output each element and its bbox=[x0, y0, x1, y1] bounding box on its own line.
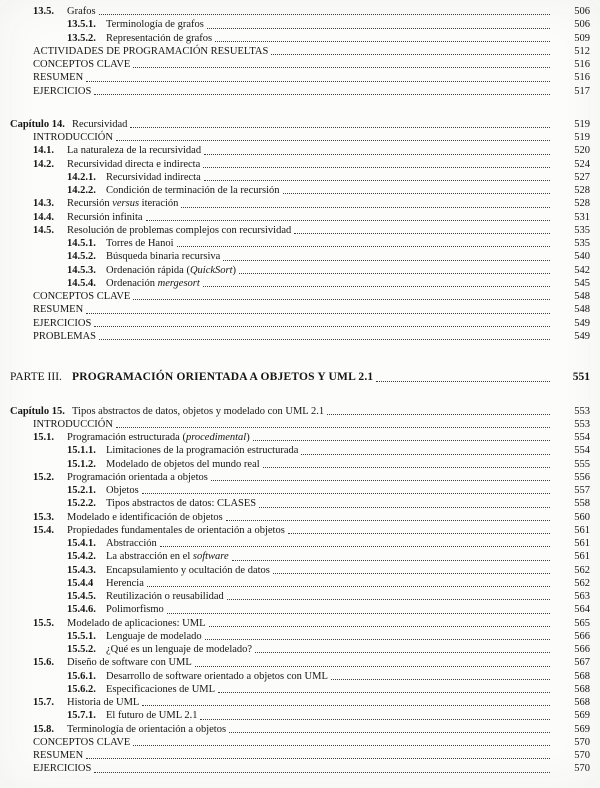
toc-entry-page: 569 bbox=[574, 723, 590, 735]
toc-entry-number: 15.1.1. bbox=[67, 445, 96, 457]
toc-entry-page: 557 bbox=[574, 485, 590, 496]
toc-entry-label: ¿Qué es un lenguaje de modelado? bbox=[106, 644, 253, 655]
toc-row bbox=[10, 590, 590, 603]
dotted-leader bbox=[146, 220, 550, 221]
toc-entry-number: Capítulo 15. bbox=[10, 405, 65, 417]
dotted-leader bbox=[203, 167, 550, 168]
toc-entry-page: 519 bbox=[574, 132, 590, 143]
toc-entry-label: Programación orientada a objetos bbox=[67, 471, 208, 483]
toc-entry-number: 15.5.2. bbox=[67, 644, 96, 655]
toc-row bbox=[10, 431, 590, 444]
toc-entry-page: 535 bbox=[574, 224, 590, 236]
toc-entry-number: 15.6.2. bbox=[67, 683, 96, 695]
toc-row bbox=[10, 32, 590, 45]
dotted-leader bbox=[218, 692, 550, 693]
toc-entry-number: 14.3. bbox=[33, 198, 54, 210]
dotted-leader bbox=[376, 381, 550, 382]
toc-entry-page: 516 bbox=[574, 59, 590, 70]
toc-entry-page: 517 bbox=[574, 85, 590, 97]
toc-entry-label: EJERCICIOS bbox=[33, 85, 92, 97]
toc-entry-page: 545 bbox=[574, 277, 590, 289]
toc-row bbox=[10, 524, 590, 537]
toc-entry-number: 15.4.5. bbox=[67, 591, 96, 602]
toc-entry-label: Modelado de aplicaciones: UML bbox=[67, 617, 206, 629]
toc-entry-number: PARTE III. bbox=[10, 371, 62, 383]
toc-entry-page: 549 bbox=[574, 317, 590, 329]
dotted-leader bbox=[283, 193, 551, 194]
toc-entry-page: 535 bbox=[574, 238, 590, 249]
dotted-leader bbox=[209, 626, 551, 627]
toc-row bbox=[10, 630, 590, 643]
toc-entry-page: 556 bbox=[574, 471, 590, 483]
dotted-leader bbox=[181, 207, 550, 208]
toc-entry-page: 561 bbox=[574, 551, 590, 563]
toc-row bbox=[10, 762, 590, 775]
toc-row bbox=[10, 749, 590, 762]
toc-entry-label: Ordenación rápida (QuickSort) bbox=[106, 264, 237, 276]
toc-row bbox=[10, 264, 590, 277]
dotted-leader bbox=[207, 28, 550, 29]
toc-entry-page: 569 bbox=[574, 710, 590, 722]
toc-entry-page: 551 bbox=[572, 371, 590, 383]
dotted-leader bbox=[94, 326, 550, 327]
dotted-leader bbox=[263, 467, 550, 468]
toc-entry-number: 15.7.1. bbox=[67, 710, 96, 722]
toc-entry-number: 14.4. bbox=[33, 211, 54, 223]
toc-entry-number: 15.2.2. bbox=[67, 498, 96, 510]
dotted-leader bbox=[142, 493, 550, 494]
toc-entry-label: Diseño de software con UML bbox=[67, 657, 192, 669]
toc-row bbox=[10, 444, 590, 457]
toc-entry-page: 561 bbox=[574, 538, 590, 549]
dotted-leader bbox=[255, 652, 550, 653]
toc-entry-number: 15.3. bbox=[33, 511, 54, 523]
toc-entry-page: 531 bbox=[574, 211, 590, 223]
toc-row bbox=[10, 370, 590, 385]
dotted-leader bbox=[94, 772, 550, 773]
toc-entry-label: Ordenación mergesort bbox=[106, 277, 200, 289]
dotted-leader bbox=[301, 454, 550, 455]
dotted-leader bbox=[259, 507, 550, 508]
toc-entry-number: 13.5.2. bbox=[67, 32, 96, 44]
dotted-leader bbox=[200, 719, 550, 720]
toc-entry-page: 506 bbox=[574, 6, 590, 17]
toc-entry-page: 567 bbox=[574, 657, 590, 669]
dotted-leader bbox=[288, 533, 550, 534]
dotted-leader bbox=[99, 14, 550, 15]
toc-row bbox=[10, 709, 590, 722]
toc-entry-page: 570 bbox=[574, 750, 590, 761]
toc-row bbox=[10, 564, 590, 577]
toc-entry-label: Propiedades fundamentales de orientación a objetos bbox=[67, 524, 285, 536]
toc-entry-label: PROGRAMACIÓN ORIENTADA A OBJETOS Y UML 2.1 bbox=[72, 371, 374, 383]
toc-entry-label: Recursividad indirecta bbox=[106, 171, 201, 183]
toc-list bbox=[10, 5, 590, 776]
dotted-leader bbox=[204, 154, 550, 155]
toc-entry-number: 13.5. bbox=[33, 6, 54, 17]
toc-entry-label: INTRODUCCIÓN bbox=[33, 418, 113, 430]
toc-entry-label: Búsqueda binaria recursiva bbox=[106, 251, 221, 263]
toc-entry-label: Torres de Hanoi bbox=[106, 238, 174, 249]
toc-row bbox=[10, 405, 590, 418]
toc-entry-page: 509 bbox=[574, 32, 590, 44]
toc-row bbox=[10, 471, 590, 484]
dotted-leader bbox=[133, 67, 550, 68]
toc-entry-label: Limitaciones de la programación estructurada bbox=[106, 445, 299, 457]
toc-entry-page: 527 bbox=[574, 171, 590, 183]
toc-entry-page: 506 bbox=[574, 19, 590, 31]
toc-entry-label: La abstracción en el software bbox=[106, 551, 229, 563]
toc-entry-page: 562 bbox=[574, 564, 590, 576]
toc-row bbox=[10, 211, 590, 224]
dotted-leader bbox=[271, 54, 550, 55]
dotted-leader bbox=[294, 233, 550, 234]
dotted-leader bbox=[142, 705, 550, 706]
toc-row bbox=[10, 118, 590, 131]
toc-entry-page: 568 bbox=[574, 670, 590, 682]
toc-row bbox=[10, 5, 590, 18]
toc-row bbox=[10, 683, 590, 696]
toc-entry-page: 563 bbox=[574, 591, 590, 602]
toc-entry-page: 554 bbox=[574, 432, 590, 443]
toc-entry-page: 524 bbox=[574, 158, 590, 170]
toc-entry-label: Abstracción bbox=[106, 538, 157, 549]
toc-entry-label: Recursión versus iteración bbox=[67, 198, 179, 210]
dotted-leader bbox=[203, 286, 550, 287]
toc-entry-number: 15.1. bbox=[33, 432, 54, 443]
toc-row bbox=[10, 723, 590, 736]
toc-entry-label: El futuro de UML 2.1 bbox=[106, 710, 198, 722]
toc-row bbox=[10, 277, 590, 290]
toc-entry-number: 15.4.1. bbox=[67, 538, 96, 549]
toc-row bbox=[10, 18, 590, 31]
toc-entry-label: Recursividad bbox=[72, 118, 128, 130]
toc-entry-number: 15.1.2. bbox=[67, 458, 96, 470]
toc-row bbox=[10, 317, 590, 330]
toc-entry-page: 553 bbox=[574, 405, 590, 417]
toc-entry-page: 566 bbox=[574, 644, 590, 655]
toc-row bbox=[10, 696, 590, 709]
toc-entry-label: Recursividad directa e indirecta bbox=[67, 158, 201, 170]
toc-row bbox=[10, 736, 590, 749]
toc-row bbox=[10, 484, 590, 497]
dotted-leader bbox=[99, 339, 550, 340]
toc-entry-label: Tipos abstractos de datos: CLASES bbox=[106, 498, 257, 510]
toc-entry-label: EJERCICIOS bbox=[33, 317, 92, 329]
dotted-leader bbox=[273, 573, 550, 574]
dotted-leader bbox=[211, 480, 550, 481]
dotted-leader bbox=[227, 599, 550, 600]
toc-entry-page: 568 bbox=[574, 683, 590, 695]
toc-entry-label: Representación de grafos bbox=[106, 32, 213, 44]
toc-entry-page: 528 bbox=[574, 198, 590, 210]
dotted-leader bbox=[86, 81, 550, 82]
toc-row bbox=[10, 497, 590, 510]
toc-entry-number: 15.2.1. bbox=[67, 485, 96, 496]
toc-row bbox=[10, 603, 590, 616]
dotted-leader bbox=[133, 299, 550, 300]
toc-entry-number: 14.5.3. bbox=[67, 264, 96, 276]
toc-entry-page: 560 bbox=[574, 511, 590, 523]
toc-entry-label: Desarrollo de software orientado a objetos con UML bbox=[106, 670, 328, 682]
toc-row bbox=[10, 303, 590, 316]
dotted-leader bbox=[116, 427, 550, 428]
dotted-leader bbox=[229, 732, 550, 733]
toc-entry-label: ACTIVIDADES DE PROGRAMACIÓN RESUELTAS bbox=[33, 45, 269, 57]
toc-row bbox=[10, 550, 590, 563]
dotted-leader bbox=[215, 41, 550, 42]
dotted-leader bbox=[116, 140, 550, 141]
toc-row bbox=[10, 670, 590, 683]
toc-entry-page: 549 bbox=[574, 330, 590, 342]
toc-entry-page: 554 bbox=[574, 445, 590, 457]
toc-entry-page: 564 bbox=[574, 604, 590, 616]
toc-entry-page: 516 bbox=[574, 72, 590, 84]
toc-entry-number: 14.5.4. bbox=[67, 277, 96, 289]
toc-row bbox=[10, 250, 590, 263]
toc-row bbox=[10, 577, 590, 590]
toc-entry-number: 15.7. bbox=[33, 697, 54, 708]
toc-entry-number: 14.2.2. bbox=[67, 185, 96, 196]
toc-row bbox=[10, 330, 590, 343]
dotted-leader bbox=[86, 758, 550, 759]
dotted-leader bbox=[86, 313, 550, 314]
toc-entry-number: 15.4.3. bbox=[67, 564, 96, 576]
toc-entry-number: Capítulo 14. bbox=[10, 118, 65, 130]
toc-entry-number: 13.5.1. bbox=[67, 19, 96, 31]
toc-row bbox=[10, 131, 590, 144]
dotted-leader bbox=[177, 246, 551, 247]
toc-entry-page: 512 bbox=[574, 45, 590, 57]
toc-entry-label: CONCEPTOS CLAVE bbox=[33, 59, 131, 70]
toc-entry-label: RESUMEN bbox=[33, 750, 84, 761]
toc-entry-label: Modelado e identificación de objetos bbox=[67, 511, 223, 523]
toc-entry-page: 570 bbox=[574, 763, 590, 775]
toc-row bbox=[10, 537, 590, 550]
toc-entry-number: 14.2.1. bbox=[67, 171, 96, 183]
toc-entry-page: 540 bbox=[574, 251, 590, 263]
toc-entry-label: Objetos bbox=[106, 485, 139, 496]
toc-row bbox=[10, 85, 590, 98]
toc-entry-label: Reutilización o reusabilidad bbox=[106, 591, 224, 602]
toc-row bbox=[10, 290, 590, 303]
toc-entry-label: Lenguaje de modelado bbox=[106, 630, 202, 642]
toc-entry-page: 568 bbox=[574, 697, 590, 708]
dotted-leader bbox=[232, 560, 550, 561]
toc-entry-label: Resolución de problemas complejos con recursividad bbox=[67, 224, 292, 236]
toc-entry-number: 14.2. bbox=[33, 158, 54, 170]
toc-entry-page: 558 bbox=[574, 498, 590, 510]
toc-entry-number: 15.5. bbox=[33, 617, 54, 629]
toc-row bbox=[10, 184, 590, 197]
toc-row bbox=[10, 617, 590, 630]
toc-entry-number: 14.5.1. bbox=[67, 238, 96, 249]
toc-row bbox=[10, 158, 590, 171]
toc-entry-page: 528 bbox=[574, 185, 590, 196]
toc-entry-page: 562 bbox=[574, 577, 590, 589]
toc-entry-number: 15.4.4 bbox=[67, 577, 94, 589]
toc-entry-label: Recursión infinita bbox=[67, 211, 143, 223]
toc-entry-label: Especificaciones de UML bbox=[106, 683, 216, 695]
toc-entry-label: PROBLEMAS bbox=[33, 330, 97, 342]
toc-entry-label: INTRODUCCIÓN bbox=[33, 132, 113, 143]
toc-entry-label: CONCEPTOS CLAVE bbox=[33, 291, 131, 302]
toc-entry-label: Encapsulamiento y ocultación de datos bbox=[106, 564, 270, 576]
dotted-leader bbox=[239, 273, 550, 274]
toc-entry-page: 566 bbox=[574, 630, 590, 642]
toc-entry-label: Programación estructurada (procedimental) bbox=[67, 432, 250, 443]
toc-entry-page: 519 bbox=[574, 118, 590, 130]
toc-entry-number: 15.6. bbox=[33, 657, 54, 669]
toc-entry-label: EJERCICIOS bbox=[33, 763, 92, 775]
toc-entry-page: 570 bbox=[574, 736, 590, 748]
toc-row bbox=[10, 58, 590, 71]
toc-entry-label: Herencia bbox=[106, 577, 144, 589]
toc-row bbox=[10, 237, 590, 250]
toc-entry-page: 561 bbox=[574, 524, 590, 536]
toc-row bbox=[10, 45, 590, 58]
toc-entry-label: Historia de UML bbox=[67, 697, 140, 708]
toc-entry-page: 555 bbox=[574, 458, 590, 470]
toc-row bbox=[10, 171, 590, 184]
dotted-leader bbox=[147, 586, 550, 587]
dotted-leader bbox=[327, 414, 550, 415]
toc-row bbox=[10, 144, 590, 157]
toc-row bbox=[10, 224, 590, 237]
toc-entry-page: 520 bbox=[574, 145, 590, 157]
toc-entry-page: 548 bbox=[574, 304, 590, 316]
dotted-leader bbox=[205, 639, 550, 640]
toc-entry-label: Grafos bbox=[67, 6, 96, 17]
toc-entry-page: 542 bbox=[574, 264, 590, 276]
dotted-leader bbox=[195, 666, 550, 667]
toc-entry-label: Modelado de objetos del mundo real bbox=[106, 458, 260, 470]
dotted-leader bbox=[253, 440, 550, 441]
toc-entry-label: Condición de terminación de la recursión bbox=[106, 185, 280, 196]
dotted-leader bbox=[226, 520, 550, 521]
toc-entry-number: 15.8. bbox=[33, 723, 54, 735]
toc-entry-number: 15.4.6. bbox=[67, 604, 96, 616]
toc-entry-label: La naturaleza de la recursividad bbox=[67, 145, 202, 157]
dotted-leader bbox=[223, 260, 550, 261]
toc-row bbox=[10, 458, 590, 471]
dotted-leader bbox=[160, 546, 550, 547]
toc-entry-number: 14.5.2. bbox=[67, 251, 96, 263]
toc-row bbox=[10, 71, 590, 84]
toc-entry-number: 15.5.1. bbox=[67, 630, 96, 642]
toc-entry-number: 15.2. bbox=[33, 471, 54, 483]
toc-entry-label: Tipos abstractos de datos, objetos y modelado con UML 2.1 bbox=[72, 405, 325, 417]
toc-entry-page: 565 bbox=[574, 617, 590, 629]
toc-entry-number: 14.1. bbox=[33, 145, 54, 157]
toc-row bbox=[10, 197, 590, 210]
dotted-leader bbox=[331, 679, 550, 680]
dotted-leader bbox=[130, 127, 550, 128]
toc-row bbox=[10, 418, 590, 431]
toc-entry-number: 15.4.2. bbox=[67, 551, 96, 563]
toc-entry-label: CONCEPTOS CLAVE bbox=[33, 736, 131, 748]
dotted-leader bbox=[204, 180, 550, 181]
toc-entry-label: Terminología de orientación a objetos bbox=[67, 723, 227, 735]
toc-entry-number: 15.6.1. bbox=[67, 670, 96, 682]
toc-entry-label: RESUMEN bbox=[33, 304, 84, 316]
toc-row bbox=[10, 511, 590, 524]
toc-entry-number: 15.4. bbox=[33, 524, 54, 536]
toc-entry-page: 548 bbox=[574, 291, 590, 302]
toc-entry-page: 553 bbox=[574, 418, 590, 430]
dotted-leader bbox=[167, 613, 550, 614]
toc-entry-label: Terminología de grafos bbox=[106, 19, 204, 31]
dotted-leader bbox=[94, 94, 550, 95]
toc-row bbox=[10, 643, 590, 656]
toc-row bbox=[10, 656, 590, 669]
toc-entry-label: Polimorfismo bbox=[106, 604, 164, 616]
dotted-leader bbox=[133, 745, 550, 746]
toc-entry-number: 14.5. bbox=[33, 224, 54, 236]
toc-entry-label: RESUMEN bbox=[33, 72, 84, 84]
